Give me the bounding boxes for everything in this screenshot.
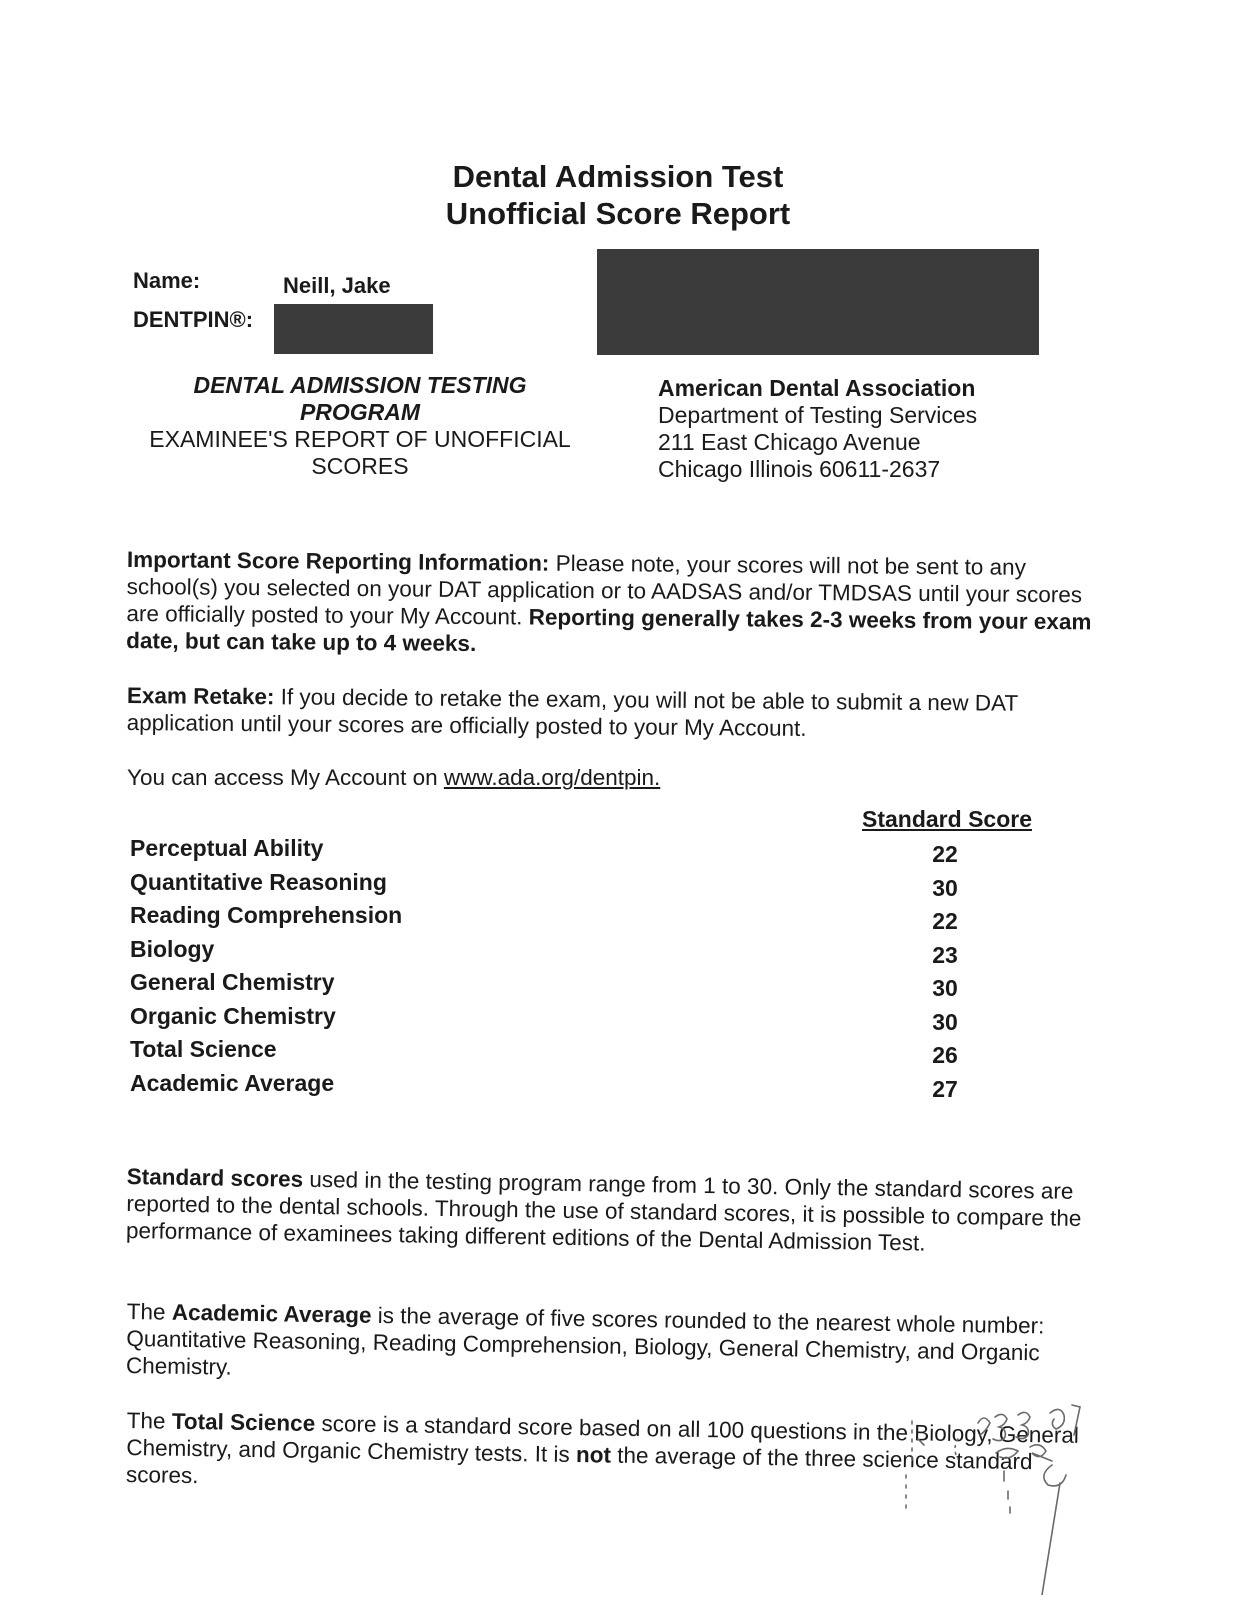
standard-score-header: Standard Score <box>862 806 1032 832</box>
dentpin-redaction <box>274 304 433 354</box>
subject-total-science: Total Science <box>130 1036 277 1062</box>
address-org: American Dental Association <box>658 375 976 401</box>
retake-paragraph <box>127 682 1117 745</box>
retake-text: If you decide to retake the exam, you will not be able to submit a new DAT application until your scores are officially posted to your My Account. <box>126 684 1018 741</box>
important-info-paragraph <box>126 546 1117 663</box>
academic-text: is the average of five scores rounded to the nearest whole number: Quantitative Reasoning, Reading Comprehension, Biology, General Chemistry, and Organic Chemistry. <box>125 1302 1045 1380</box>
subject-reading-comprehension: Reading Comprehension <box>130 902 403 928</box>
score-quantitative-reasoning: 30 <box>932 874 958 901</box>
handwritten-scribble-icon <box>900 1395 1110 1595</box>
standard-scores-bold: Standard scores <box>126 1163 304 1192</box>
science-not: not <box>575 1442 612 1468</box>
program-line-1: DENTAL ADMISSION TESTING <box>193 372 527 398</box>
science-text-1: score is a standard score based on all 100 questions in the Biology, General Chemistry, and Organic Chemistry tests. It is <box>126 1411 1080 1467</box>
important-label: Important Score Reporting Information: <box>126 546 550 576</box>
name-value: Neill, Jake <box>283 273 391 298</box>
access-text: You can access My Account on <box>127 765 438 790</box>
score-general-chemistry: 30 <box>932 975 958 1001</box>
score-organic-chemistry: 30 <box>932 1008 958 1035</box>
program-block <box>135 372 585 480</box>
report-title <box>0 158 1236 232</box>
standard-scores-text: used in the testing program range from 1 to 30. Only the standard scores are reported to the dental schools. Through the use of standard scores, it is possible to compare the performance of examinees taking different editions of the Dental Admission Test. <box>125 1166 1082 1256</box>
address-dept: Department of Testing Services <box>658 402 978 428</box>
score-reading-comprehension: 22 <box>932 908 958 934</box>
subject-academic-average: Academic Average <box>130 1069 335 1096</box>
score-biology: 23 <box>932 941 958 968</box>
academic-bold: Academic Average <box>171 1299 372 1328</box>
score-total-science: 26 <box>932 1042 958 1068</box>
academic-average-note <box>126 1298 1087 1394</box>
name-label: Name: <box>133 268 201 293</box>
science-bold: Total Science <box>171 1408 316 1436</box>
subject-general-chemistry: General Chemistry <box>130 969 335 995</box>
subject-biology: Biology <box>130 935 215 962</box>
science-pre: The <box>126 1407 166 1434</box>
academic-pre: The <box>126 1298 166 1325</box>
score-perceptual-ability: 22 <box>932 841 958 867</box>
access-link[interactable]: www.ada.org/dentpin. <box>443 765 661 790</box>
title-line-2: Unofficial Score Report <box>445 196 791 231</box>
program-line-4: SCORES <box>311 453 409 479</box>
program-line-3: EXAMINEE'S REPORT OF UNOFFICIAL <box>149 426 571 452</box>
standard-scores-note <box>126 1163 1112 1259</box>
subject-perceptual-ability: Perceptual Ability <box>130 835 324 861</box>
science-text-2: the average of the three science standard scores. <box>125 1442 1033 1489</box>
score-value-list <box>910 838 980 1106</box>
subject-quantitative-reasoning: Quantitative Reasoning <box>130 868 387 895</box>
ada-address <box>658 375 977 483</box>
title-line-1: Dental Admission Test <box>452 159 784 194</box>
address-street: 211 East Chicago Avenue <box>658 429 921 455</box>
important-bold-text: Reporting generally takes 2-3 weeks from your exam date, but can take up to 4 weeks. <box>126 604 1092 657</box>
program-line-2: PROGRAM <box>299 399 421 425</box>
score-academic-average: 27 <box>932 1075 958 1102</box>
address-redaction <box>597 249 1039 355</box>
access-paragraph <box>127 764 1117 791</box>
important-text: Please note, your scores will not be sent to any school(s) you selected on your DAT application or to AADSAS and/or TMDSAS until your scores are officially posted to your My Account. <box>126 550 1083 630</box>
subject-organic-chemistry: Organic Chemistry <box>130 1002 336 1029</box>
score-subject-list <box>130 832 402 1100</box>
retake-label: Exam Retake: <box>126 682 275 710</box>
dentpin-label: DENTPIN®: <box>133 307 254 332</box>
address-city: Chicago Illinois 60611-2637 <box>658 456 941 482</box>
